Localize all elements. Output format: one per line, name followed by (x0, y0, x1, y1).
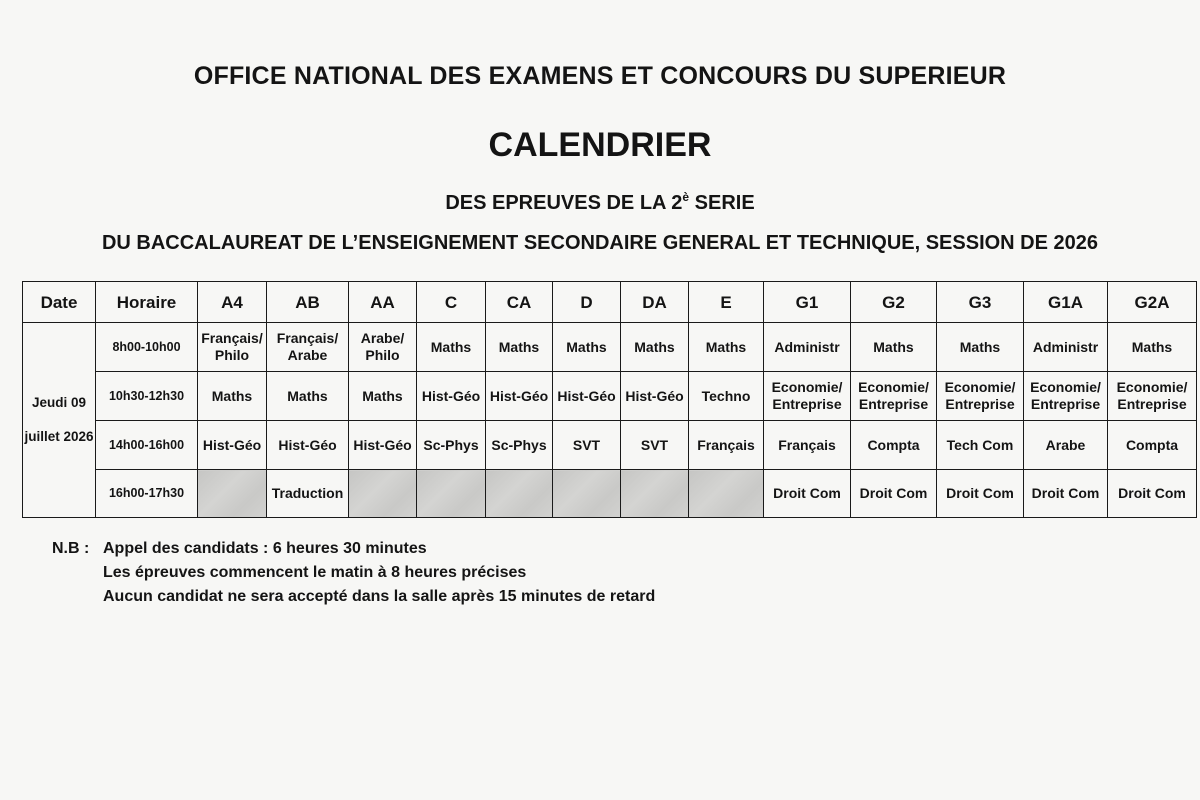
subject-text: Entreprise (772, 396, 842, 412)
subject-text: Compta (867, 436, 920, 453)
subject-text: Sc-Phys (491, 436, 547, 453)
subject-text: Compta (1125, 436, 1179, 453)
exam-subject-cell (1024, 323, 1108, 372)
exam-subject-cell (689, 323, 764, 372)
subject-text: Economie/ (1116, 379, 1188, 395)
column-header: G3 (937, 282, 1024, 323)
empty-shaded-cell (486, 470, 553, 518)
exam-subject-cell (267, 470, 349, 518)
time-slot-cell: 10h30-12h30 (96, 372, 198, 421)
exam-subject-cell (553, 323, 621, 372)
subject-text: Maths (873, 338, 914, 355)
subject-text: Français/ (201, 330, 263, 346)
exam-subject-cell (349, 421, 417, 470)
exam-subject-cell (417, 323, 486, 372)
exam-calendar-table (22, 281, 1197, 518)
subject-text: Hist-Géo (557, 387, 616, 404)
subject-text: Droit Com (1118, 485, 1186, 501)
subject-text: Arabe/ (360, 330, 405, 346)
column-header: C (417, 282, 486, 323)
subject-text: Hist-Géo (202, 436, 262, 453)
table-row (23, 421, 1197, 470)
document-subtitle (0, 190, 1200, 215)
empty-shaded-cell (553, 470, 621, 518)
subject-text: Hist-Géo (421, 387, 481, 404)
subject-text: Administr (774, 338, 840, 355)
table-row (23, 470, 1197, 518)
date-line: Jeudi 09 (31, 395, 87, 410)
exam-subject-cell (1024, 372, 1108, 421)
subject-text: Maths (287, 387, 328, 404)
subject-text: Hist-Géo (353, 436, 412, 453)
exam-subject-cell (1024, 470, 1108, 518)
exam-subject-cell (267, 421, 349, 470)
subject-text: Entreprise (1030, 396, 1101, 412)
column-header: G1 (764, 282, 851, 323)
subject-text: Maths (362, 387, 403, 404)
exam-subject-cell (417, 372, 486, 421)
nb-label: N.B : (52, 540, 90, 557)
subject-text: Droit Com (859, 485, 928, 501)
subject-text: SVT (572, 436, 601, 453)
subject-text: Economie/ (771, 379, 843, 395)
subtitle-suffix: SERIE (689, 192, 755, 214)
exam-subject-cell (198, 372, 267, 421)
column-header: Horaire (96, 282, 198, 323)
exam-subject-cell (1108, 323, 1197, 372)
table-row (23, 323, 1197, 372)
exam-subject-cell (621, 421, 689, 470)
subtitle-superscript: è (682, 190, 690, 204)
exam-subject-cell (621, 323, 689, 372)
column-header: A4 (198, 282, 267, 323)
subject-text: Maths (430, 338, 472, 355)
subject-text: Economie/ (1030, 379, 1101, 395)
subject-text: Economie/ (944, 379, 1016, 395)
subject-text: Arabe (287, 347, 328, 363)
subject-text: Entreprise (945, 396, 1015, 412)
subject-text: Droit Com (773, 485, 841, 501)
time-slot-cell: 16h00-17h30 (96, 470, 198, 518)
time-slot-cell: 8h00-10h00 (96, 323, 198, 372)
exam-subject-cell (553, 421, 621, 470)
subject-text: SVT (640, 436, 669, 453)
time-slot-cell: 14h00-16h00 (96, 421, 198, 470)
subject-text: Droit Com (946, 485, 1014, 501)
exam-subject-cell (937, 421, 1024, 470)
subject-text: Philo (214, 347, 250, 363)
column-header: G1A (1024, 282, 1108, 323)
exam-subject-cell (267, 323, 349, 372)
note-line-2: Les épreuves commencent le matin à 8 heures précises (103, 564, 527, 581)
subject-text: Maths (566, 338, 607, 355)
subject-text: Philo (365, 347, 400, 363)
note-line-1: Appel des candidats : 6 heures 30 minutes (103, 540, 427, 557)
exam-subject-cell (198, 323, 267, 372)
exam-subject-cell (1024, 421, 1108, 470)
empty-shaded-cell (689, 470, 764, 518)
subject-text: Maths (498, 338, 540, 355)
exam-subject-cell (417, 421, 486, 470)
exam-subject-cell (851, 421, 937, 470)
column-header: AB (267, 282, 349, 323)
column-header: CA (486, 282, 553, 323)
exam-subject-cell (267, 372, 349, 421)
exam-subject-cell (764, 372, 851, 421)
exam-subject-cell (764, 470, 851, 518)
exam-subject-cell (851, 470, 937, 518)
date-line: juillet 2026 (24, 429, 94, 444)
empty-shaded-cell (198, 470, 267, 518)
subject-text: Entreprise (858, 396, 929, 412)
column-header: G2A (1108, 282, 1197, 323)
subject-text: Sc-Phys (423, 436, 479, 453)
subject-text: Economie/ (858, 379, 929, 395)
exam-subject-cell (851, 372, 937, 421)
column-header: Date (23, 282, 96, 323)
subtitle-prefix: DES EPREUVES DE LA 2 (445, 192, 683, 214)
exam-subject-cell (1108, 470, 1197, 518)
exam-subject-cell (486, 323, 553, 372)
exam-subject-cell (198, 421, 267, 470)
subject-text: Entreprise (1117, 396, 1187, 412)
subject-text: Droit Com (1031, 485, 1100, 501)
table-row (23, 372, 1197, 421)
note-line-3: Aucun candidat ne sera accepté dans la salle après 15 minutes de retard (103, 588, 656, 605)
column-header: AA (349, 282, 417, 323)
exam-subject-cell (621, 372, 689, 421)
exam-subject-cell (1108, 372, 1197, 421)
subject-text: Arabe (1045, 436, 1086, 453)
exam-subject-cell (937, 323, 1024, 372)
exam-subject-cell (851, 323, 937, 372)
subject-text: Maths (634, 338, 675, 355)
subject-text: Hist-Géo (625, 387, 684, 404)
subject-text: Traduction (271, 485, 344, 501)
exam-subject-cell (553, 372, 621, 421)
subject-text: Maths (211, 387, 253, 404)
column-header: D (553, 282, 621, 323)
empty-shaded-cell (349, 470, 417, 518)
exam-subject-cell (689, 421, 764, 470)
column-header: G2 (851, 282, 937, 323)
subject-text: Maths (1131, 338, 1173, 355)
table-header-row (23, 282, 1197, 323)
exam-subject-cell (349, 372, 417, 421)
subject-text: Maths (705, 338, 747, 355)
exam-subject-cell (764, 323, 851, 372)
subject-text: Hist-Géo (489, 387, 549, 404)
date-cell (23, 323, 96, 518)
exam-subject-cell (937, 470, 1024, 518)
subject-text: Hist-Géo (278, 436, 337, 453)
column-header: E (689, 282, 764, 323)
subject-text: Français (697, 436, 755, 453)
empty-shaded-cell (621, 470, 689, 518)
subject-text: Administr (1032, 338, 1099, 355)
exam-subject-cell (937, 372, 1024, 421)
office-title: OFFICE NATIONAL DES EXAMENS ET CONCOURS DU SUPERIEUR (193, 62, 1007, 90)
subject-text: Tech Com (946, 436, 1014, 453)
exam-subject-cell (349, 323, 417, 372)
exam-subject-cell (486, 372, 553, 421)
document-title: CALENDRIER (488, 126, 712, 164)
exam-subject-cell (689, 372, 764, 421)
document-subtitle-2: DU BACCALAUREAT DE L’ENSEIGNEMENT SECONDAIRE GENERAL ET TECHNIQUE, SESSION DE 2026 (101, 232, 1099, 254)
column-header: DA (621, 282, 689, 323)
subject-text: Français/ (276, 330, 339, 346)
subject-text: Maths (959, 338, 1001, 355)
exam-subject-cell (764, 421, 851, 470)
subject-text: Français (778, 436, 836, 453)
empty-shaded-cell (417, 470, 486, 518)
exam-subject-cell (1108, 421, 1197, 470)
exam-subject-cell (486, 421, 553, 470)
subject-text: Techno (701, 387, 751, 404)
